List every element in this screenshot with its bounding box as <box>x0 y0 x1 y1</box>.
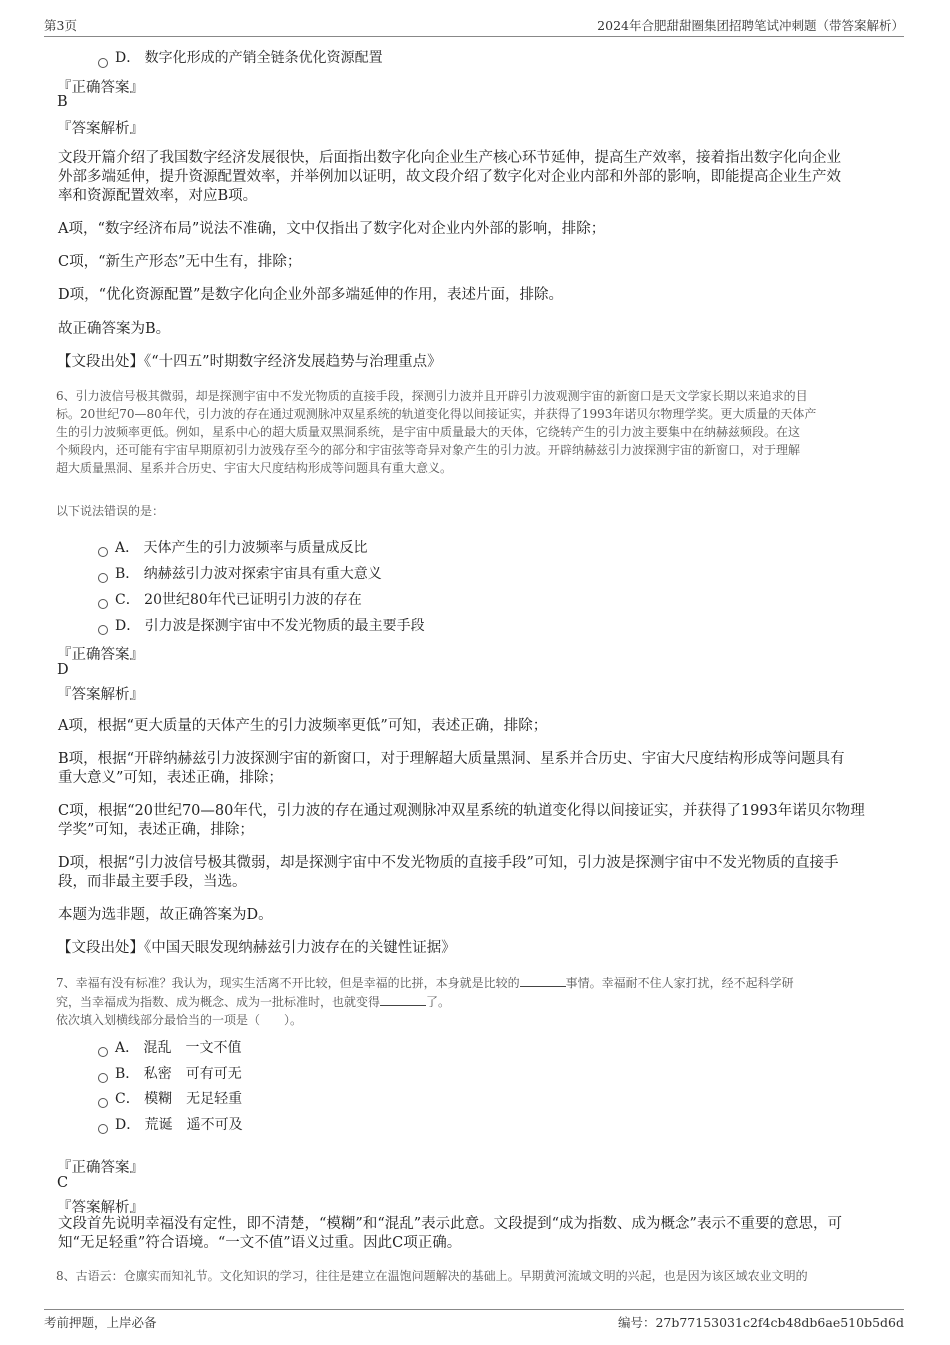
q6-option-c[interactable]: C． 20世纪80年代已证明引力波的存在 <box>115 592 362 608</box>
q5-option-d[interactable]: D． 数字化形成的产销全链条优化资源配置 <box>115 50 383 66</box>
page-number: 第3页 <box>44 18 77 33</box>
q7-stem-line-1 <box>56 974 794 993</box>
radio-icon[interactable] <box>98 599 108 609</box>
q7-option-c[interactable]: C． 模糊 无足轻重 <box>115 1091 243 1107</box>
radio-icon[interactable] <box>98 625 108 635</box>
q6-stem-line: 生的引力波频率更低。例如，星系中心的超大质量双黑洞系统，是宇宙中质量最大的天体，它绕转产生的引力波主要集中在纳赫兹频段。在这 <box>56 425 801 439</box>
q5-answer: B <box>57 94 68 110</box>
q7-answer: C <box>57 1175 69 1191</box>
q6-option-a[interactable]: A． 天体产生的引力波频率与质量成反比 <box>115 540 368 556</box>
q6-answer: D <box>57 662 69 678</box>
q6-analysis-c-line: C项，根据“20世纪70—80年代，引力波的存在通过观测脉冲双星系统的轨道变化得以间接证实，并获得了1993年诺贝尔物理 <box>58 803 865 819</box>
q7-answer-label: 『正确答案』 <box>57 1160 144 1176</box>
radio-icon[interactable] <box>98 1124 108 1134</box>
q5-analysis-label: 『答案解析』 <box>57 121 144 137</box>
radio-icon[interactable] <box>98 547 108 557</box>
q6-conclusion: 本题为选非题，故正确答案为D。 <box>58 907 273 923</box>
q5-analysis-line: 外部多端延伸，提升资源配置效率，并举例加以证明，故文段介绍了数字化对企业内部和外部的影响，即能提高企业生产效 <box>58 169 841 185</box>
q6-stem-line: 超大质量黑洞、星系并合历史、宇宙大尺度结构形成等问题具有重大意义。 <box>56 461 453 475</box>
footer-doc-id: 编号：27b77153031c2f4cb48db6ae510b5d6d <box>617 1315 904 1330</box>
footer-slogan: 考前押题，上岸必备 <box>44 1315 157 1330</box>
q6-analysis-a: A项，根据“更大质量的天体产生的引力波频率更低”可知，表述正确，排除； <box>58 718 548 734</box>
q7-option-d[interactable]: D． 荒诞 遥不可及 <box>115 1117 243 1133</box>
q6-analysis-b-line: B项，根据“开辟纳赫兹引力波探测宇宙的新窗口，对于理解超大质量黑洞、星系并合历史、宇宙大尺度结构形成等问题具有 <box>58 751 845 767</box>
q7-option-b[interactable]: B． 私密 可有可无 <box>115 1066 242 1082</box>
q5-answer-label: 『正确答案』 <box>57 80 144 96</box>
q8-stem-line: 8、古语云：仓廪实而知礼节。文化知识的学习，往往是建立在温饱问题解决的基础上。早期黄河流域文明的兴起，也是因为该区域农业文明的 <box>56 1269 808 1283</box>
q7-analysis-label: 『答案解析』 <box>57 1200 144 1216</box>
q6-analysis-b-line: 重大意义”可知，表述正确，排除； <box>58 770 283 786</box>
q5-analysis-d: D项，“优化资源配置”是数字化向企业外部多端延伸的作用，表述片面，排除。 <box>58 287 563 303</box>
document-title: 2024年合肥甜甜圈集团招聘笔试冲刺题（带答案解析） <box>597 18 904 33</box>
q5-analysis-c: C项，“新生产形态”无中生有，排除； <box>58 254 302 270</box>
q7-blank-1 <box>520 974 566 987</box>
q6-analysis-label: 『答案解析』 <box>57 687 144 703</box>
header-divider <box>44 36 904 37</box>
q6-analysis-d-line: D项，根据“引力波信号极其微弱，却是探测宇宙中不发光物质的直接手段”可知，引力波是探测宇宙中不发光物质的直接手 <box>58 855 839 871</box>
q6-stem-line: 个频段内，还可能有宇宙早期原初引力波残存至今的部分和宇宙弦等奇异对象产生的引力波。开辟纳赫兹引力波探测宇宙的新窗口，对于理解 <box>56 443 801 457</box>
q5-source: 【文段出处】《“十四五”时期数字经济发展趋势与治理重点》 <box>57 354 442 370</box>
q7-stem-text: 了。 <box>426 995 451 1009</box>
q6-stem-line: 6、引力波信号极其微弱，却是探测宇宙中不发光物质的直接手段，探测引力波并且开辟引力波观测宇宙的新窗口是天文学家长期以来追求的目 <box>56 389 808 403</box>
radio-icon[interactable] <box>98 1098 108 1108</box>
radio-icon[interactable] <box>98 1073 108 1083</box>
radio-icon[interactable] <box>98 1047 108 1057</box>
q6-prompt: 以下说法错误的是： <box>56 504 165 518</box>
q7-analysis-line: 知“无足轻重”符合语境。“一文不值”语义过重。因此C项正确。 <box>58 1235 462 1251</box>
footer-divider <box>44 1309 904 1310</box>
q7-option-a[interactable]: A． 混乱 一文不值 <box>115 1040 242 1056</box>
radio-icon[interactable] <box>98 573 108 583</box>
q5-conclusion: 故正确答案为B。 <box>58 321 171 337</box>
radio-icon[interactable] <box>98 58 108 68</box>
q6-option-d[interactable]: D． 引力波是探测宇宙中不发光物质的最主要手段 <box>115 618 425 634</box>
q6-option-b[interactable]: B． 纳赫兹引力波对探索宇宙具有重大意义 <box>115 566 382 582</box>
q7-stem-text: 7、幸福有没有标准？我认为，现实生活离不开比较，但是幸福的比拼，本身就是比较的 <box>56 976 520 990</box>
q6-analysis-d-line: 段，而非最主要手段，当选。 <box>58 874 247 890</box>
q6-answer-label: 『正确答案』 <box>57 647 144 663</box>
q5-analysis-line: 文段开篇介绍了我国数字经济发展很快，后面指出数字化向企业生产核心环节延伸，提高生产效率，接着指出数字化向企业 <box>58 150 841 166</box>
q7-analysis-line: 文段首先说明幸福没有定性，即不清楚，“模糊”和“混乱”表示此意。文段提到“成为指数、成为概念”表示不重要的意思，可 <box>58 1216 842 1232</box>
q6-source: 【文段出处】《中国天眼发现纳赫兹引力波存在的关键性证据》 <box>57 940 456 956</box>
q6-analysis-c-line: 学奖”可知，表述正确，排除； <box>58 822 254 838</box>
q5-analysis-line: 率和资源配置效率，对应B项。 <box>58 188 258 204</box>
q7-stem-text: 事情。幸福耐不住人家打扰，经不起科学研 <box>565 976 794 990</box>
q7-stem-text: 究，当幸福成为指数、成为概念、成为一批标准时，也就变得 <box>56 995 381 1009</box>
q5-analysis-a: A项，“数字经济布局”说法不准确，文中仅指出了数字化对企业内外部的影响，排除； <box>58 221 606 237</box>
q7-blank-2 <box>380 993 426 1006</box>
q7-stem-line-2 <box>56 993 450 1012</box>
q6-stem-line: 标。20世纪70—80年代，引力波的存在通过观测脉冲双星系统的轨道变化得以间接证实，并获得了1993年诺贝尔物理学奖。更大质量的天体产 <box>56 407 817 421</box>
q7-prompt: 依次填入划横线部分最恰当的一项是（ ）。 <box>56 1013 303 1027</box>
